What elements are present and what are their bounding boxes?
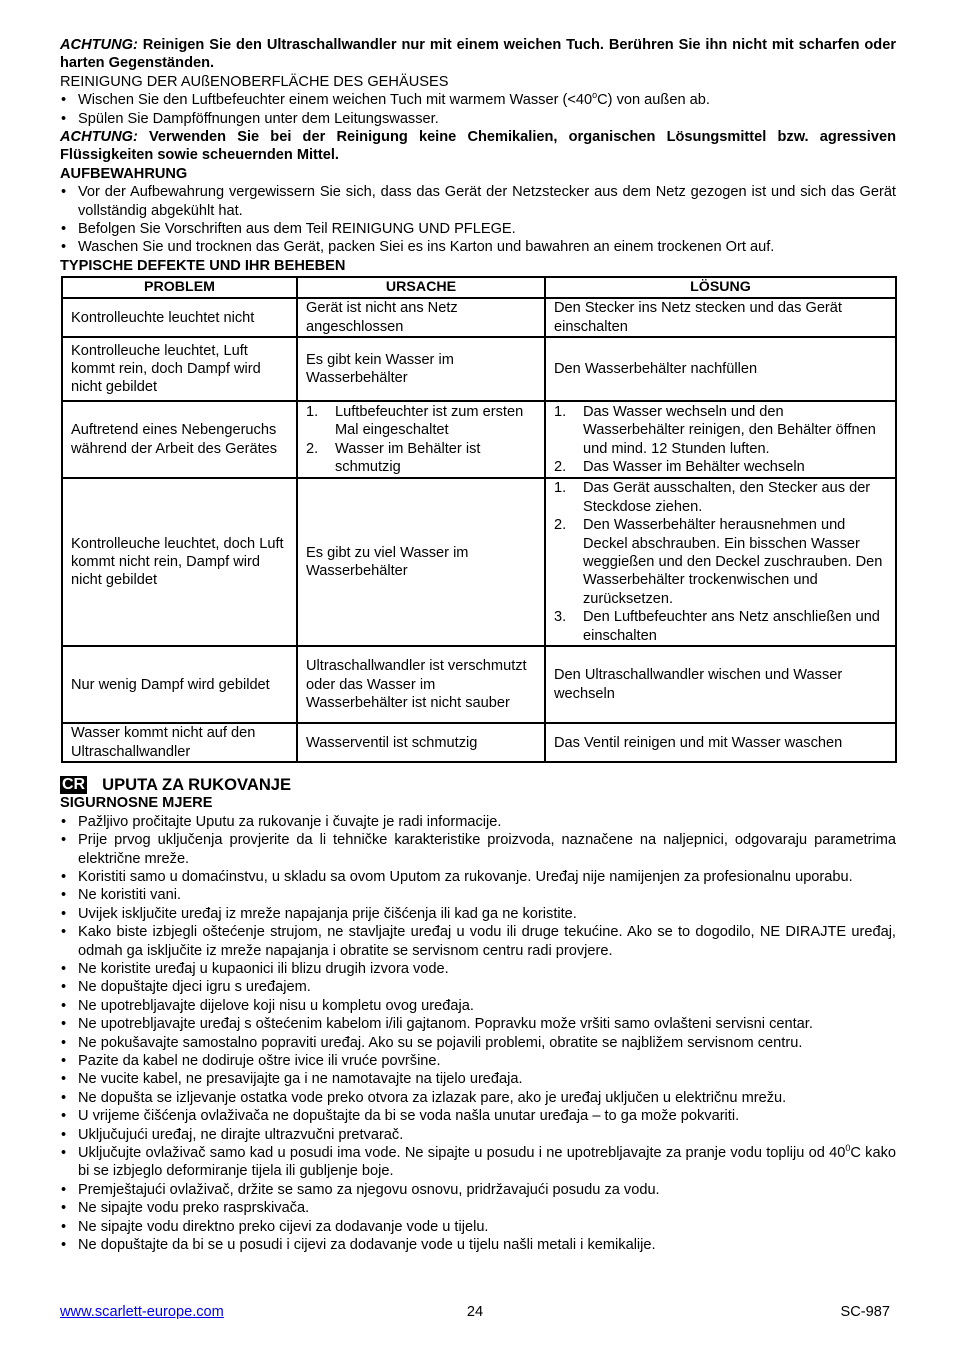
list-item: • Uvijek isključite uređaj iz mreže napajanja prije čišćenja ili kad ga ne koristite. <box>60 905 896 923</box>
solution-list <box>554 403 887 477</box>
cell-solution: Das Ventil reinigen und mit Wasser waschen <box>545 723 896 762</box>
solution-list <box>554 479 887 645</box>
list-item: • Koristiti samo u domaćinstvu, u skladu sa ovom Uputom za rukovanje. Uređaj nije namijenjen za profesionalnu uporabu. <box>60 868 896 886</box>
warning-label: ACHTUNG: <box>60 37 138 53</box>
list-item: • Ne pokušavajte samostalno popraviti uređaj. Ako su se pojavili problemi, obratite se najbližem servisnom centru. <box>60 1034 896 1052</box>
list-item: 1. Das Wasser wechseln und den Wasserbehälter reinigen, den Behälter öffnen und mind. 12 Stunden luften. <box>554 403 876 457</box>
list-item: • Befolgen Sie Vorschriften aus dem Teil REINIGUNG UND PFLEGE. <box>60 220 896 238</box>
troubleshooting-table <box>61 276 897 763</box>
list-item: • Vor der Aufbewahrung vergewissern Sie sich, dass das Gerät der Netzstecker aus dem Netz gezogen ist und sich das Gerät vollständig abgekühlt hat. <box>60 183 896 220</box>
section-header-cr <box>60 775 896 794</box>
warning-label: ACHTUNG: <box>60 129 138 146</box>
storage-heading: AUFBEWAHRUNG <box>60 165 188 182</box>
cell-problem: Auftretend eines Nebengeruchs während der Arbeit des Gerätes <box>62 401 297 478</box>
defects-heading: TYPISCHE DEFEKTE UND IHR BEHEBEN <box>60 257 346 274</box>
cell-cause: Es gibt kein Wasser im Wasserbehälter <box>297 337 545 401</box>
list-item: • Ne dopuštajte da bi se u posudi i cijevi za dodavanje vode u tijelu našli metali i kemikalije. <box>60 1236 896 1254</box>
cell-cause: Gerät ist nicht ans Netz angeschlossen <box>297 298 545 337</box>
safety-heading: SIGURNOSNE MJERE <box>60 795 213 812</box>
exterior-cleaning-list <box>60 91 896 128</box>
list-item: • Ne sipajte vodu direktno preko cijevi za dodavanje vode u tijelu. <box>60 1218 896 1236</box>
page-number: 24 <box>466 1304 484 1320</box>
list-item: 1. Luftbefeuchter ist zum ersten Mal eingeschaltet <box>306 403 524 439</box>
cell-cause: Ultraschallwandler ist verschmutzt oder das Wasser im Wasserbehälter ist nicht sauber <box>297 646 545 723</box>
table-row <box>62 723 896 762</box>
list-item: 1. Das Gerät ausschalten, den Stecker aus der Steckdose ziehen. <box>554 480 871 515</box>
list-item: • Spülen Sie Dampföffnungen unter dem Leitungswasser. <box>60 110 896 128</box>
cell-problem: Kontrolleuchte leuchtet nicht <box>62 298 297 337</box>
cell-solution <box>545 401 896 478</box>
list-item: • Uključujući uređaj, ne dirajte ultrazvučni pretvarač. <box>60 1126 896 1144</box>
list-item: • U vrijeme čišćenja ovlaživača ne dopuštajte da bi se voda našla unutar uređaja – to ga može pokvariti. <box>60 1107 896 1125</box>
cell-cause <box>297 401 545 478</box>
cell-solution: Den Wasserbehälter nachfüllen <box>545 337 896 401</box>
cell-problem: Nur wenig Dampf wird gebildet <box>62 646 297 723</box>
list-item: • Pažljivo pročitajte Uputu za rukovanje i čuvajte je radi informacije. <box>60 813 896 831</box>
list-item: 2. Das Wasser im Behälter wechseln <box>554 459 805 476</box>
cell-cause: Wasserventil ist schmutzig <box>297 723 545 762</box>
section-title: UPUTA ZA RUKOVANJE <box>102 775 292 795</box>
cell-solution: Den Stecker ins Netz stecken und das Gerät einschalten <box>545 298 896 337</box>
list-item: • Wischen Sie den Luftbefeuchter einem weichen Tuch mit warmem Wasser $(<40^oC)$ von außen ab. <box>60 91 896 109</box>
table-row <box>62 337 896 401</box>
cell-cause: Es gibt zu viel Wasser im Wasserbehälter <box>297 478 545 646</box>
column-header-problem: PROBLEM <box>62 277 297 298</box>
list-item: • Premještajući ovlaživač, držite se samo za njegovu osnovu, pridržavajući posudu za vodu. <box>60 1181 896 1199</box>
table-header-row <box>62 277 896 298</box>
list-item: • Kako biste izbjegli oštećenje strujom, ne stavljajte uređaj u vodu ili druge tekućine. Ako se to dogodilo, NE DIRAJTE uređaj, odmah ga isključite iz mreže napajanja i obratite se servisnom centru radi provjere. <box>60 923 896 960</box>
list-item: 3. Den Luftbefeuchter ans Netz anschließen und einschalten <box>554 609 880 644</box>
page-footer <box>60 1303 890 1323</box>
cell-problem: Kontrolleuche leuchtet, Luft kommt rein, doch Dampf wird nicht gebildet <box>62 337 297 401</box>
list-item: • Ne dopušta se izljevanje ostatka vode preko otvora za izlazak pare, ako je uređaj uključen u električnu mrežu. <box>60 1089 896 1107</box>
cell-problem: Kontrolleuche leuchtet, doch Luft kommt nicht rein, Dampf wird nicht gebildet <box>62 478 297 646</box>
list-item: • Ne sipajte vodu preko rasprskivača. <box>60 1199 896 1217</box>
list-item: • Waschen Sie und trocknen das Gerät, packen Siei es ins Karton und bawahren an einem trockenen Ort auf. <box>60 238 896 256</box>
table-row <box>62 298 896 337</box>
list-item: • Ne koristiti vani. <box>60 886 896 904</box>
list-item: 2. Wasser im Behälter ist schmutzig <box>306 440 481 476</box>
language-badge: CR <box>62 775 86 793</box>
list-item: • Ne koristite uređaj u kupaonici ili blizu drugih izvora vode. <box>60 960 896 978</box>
table-row <box>62 478 896 646</box>
table-row <box>62 646 896 723</box>
cell-solution <box>545 478 896 646</box>
column-header-solution: LÖSUNG <box>545 277 896 298</box>
website-link[interactable]: www.scarlett-europe.com <box>60 1304 224 1320</box>
table-row <box>62 401 896 478</box>
list-item: • Uključujte ovlaživač samo kad u posudi ima vode. Ne sipajte u posudu i ne upotrebljavajte za pranje vodu topliju od $40^0C$ kako bi se izbjeglo deformiranje tijela ili gubljenje boje. <box>60 1144 896 1181</box>
warning-chemicals <box>60 128 896 165</box>
list-item: • Ne vucite kabel, ne presavijajte ga i ne namotavajte na tijelo uređaja. <box>60 1070 896 1088</box>
list-item: • Ne upotrebljavajte dijelove koji nisu u kompletu ovog uređaja. <box>60 997 896 1015</box>
column-header-cause: URSACHE <box>297 277 545 298</box>
warning-ultrasonic <box>60 36 896 73</box>
safety-list <box>60 813 896 1255</box>
list-item: • Ne upotrebljavajte uređaj s oštećenim kabelom i/ili gajtanom. Popravku može vršiti samo ovlašteni servisni centar. <box>60 1015 896 1033</box>
list-item: • Pazite da kabel ne dodiruje oštre ivice ili vruće površine. <box>60 1052 896 1070</box>
warning-text: Verwenden Sie bei der Reinigung keine Chemikalien, organischen Lösungsmittel bzw. agressiven Flüssigkeiten sowie scheuernden Mittel. <box>60 129 896 164</box>
exterior-cleaning-heading: REINIGUNG DER AUßENOBERFLÄCHE DES GEHÄUSES <box>60 73 449 90</box>
model-number: SC-987 <box>840 1304 890 1320</box>
list-item: • Ne dopuštajte djeci igru s uređajem. <box>60 978 896 996</box>
list-item: • Prije prvog uključenja provjerite da li tehničke karakteristike proizvoda, naznačene na naljepnici, odgovaraju parametrima električne mreže. <box>60 831 896 868</box>
cause-list <box>306 403 536 477</box>
storage-list <box>60 183 896 257</box>
cell-solution: Den Ultraschallwandler wischen und Wasser wechseln <box>545 646 896 723</box>
cell-problem: Wasser kommt nicht auf den Ultraschallwandler <box>62 723 297 762</box>
list-item: 2. Den Wasserbehälter herausnehmen und Deckel abschrauben. Ein bisschen Wasser weggießen und den Deckel zuschrauben. Den Wasserbehälter trockenwischen und zurücksetzen. <box>554 517 883 607</box>
warning-text: Reinigen Sie den Ultraschallwandler nur mit einem weichen Tuch. Berühren Sie ihn nicht mit scharfen oder harten Gegenständen. <box>60 37 896 72</box>
page-content <box>60 36 896 1254</box>
